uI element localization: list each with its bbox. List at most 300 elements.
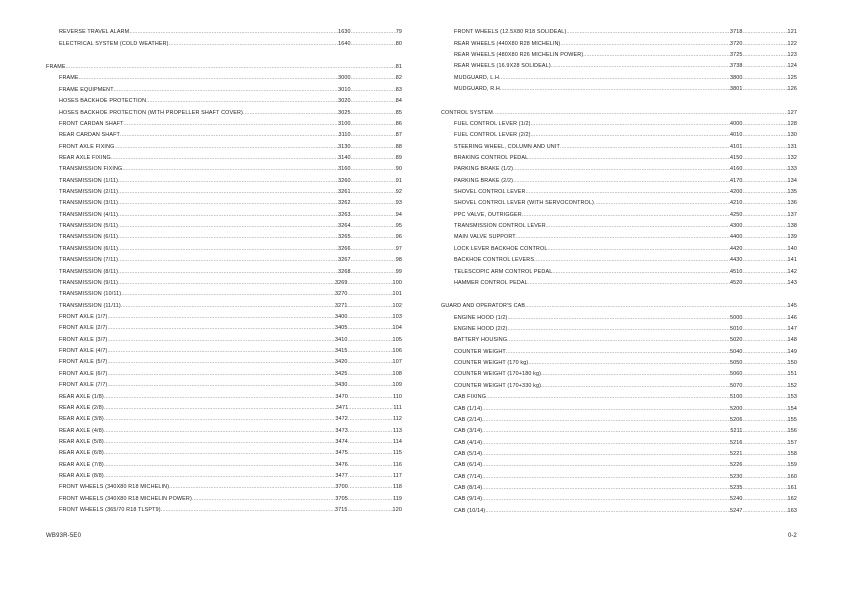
- toc-entry-row: [441, 218, 797, 229]
- toc-entry-page: 117: [392, 473, 402, 480]
- dot-leader: [743, 496, 788, 502]
- dot-leader: [743, 428, 788, 434]
- dot-leader: [348, 439, 393, 445]
- toc-entry-code: 4300: [729, 223, 743, 230]
- toc-entry-title: REAR AXLE FIXING: [59, 154, 111, 161]
- toc-entry-row: [441, 400, 797, 411]
- dot-leader: [743, 485, 788, 491]
- toc-entry-page: 81: [395, 64, 402, 71]
- toc-entry-title: CAB (7/14): [454, 473, 483, 480]
- toc-entry-title: TRANSMISSION (10/11): [59, 291, 122, 298]
- dot-leader: [743, 63, 788, 69]
- toc-entry-title: COUNTER WEIGHT (170+330 kg): [454, 382, 542, 389]
- toc-entry-title: CAB (6/14): [454, 462, 483, 469]
- dot-leader: [107, 371, 335, 377]
- toc-entry-code: 3020: [338, 98, 351, 105]
- toc-entry-title: TRANSMISSION (11/11): [59, 302, 121, 309]
- toc-entry-code: 5050: [729, 360, 743, 367]
- toc-entry-row: [46, 422, 402, 433]
- dot-leader: [121, 291, 335, 297]
- toc-entry-row: [46, 411, 402, 422]
- dot-leader: [118, 234, 338, 240]
- toc-entry-title: FRONT AXLE (4/7): [59, 348, 108, 355]
- toc-entry-row: [441, 389, 797, 400]
- toc-entry-row: [46, 275, 402, 286]
- toc-entry-row: [46, 70, 402, 81]
- dot-leader: [107, 337, 335, 343]
- toc-entry-code: 3472: [335, 416, 348, 423]
- toc-entry-page: 160: [787, 473, 797, 480]
- toc-entry-code: 3473: [335, 427, 348, 434]
- toc-entry-code: 3268: [338, 268, 351, 275]
- toc-entry-title: CAB (2/14): [454, 416, 483, 423]
- dot-leader: [486, 394, 730, 400]
- dot-leader: [351, 29, 396, 35]
- dot-leader: [146, 98, 338, 104]
- toc-entry-page: 86: [395, 120, 402, 127]
- toc-entry-row: [441, 457, 797, 468]
- dot-leader: [528, 360, 730, 366]
- toc-entry-code: 3471: [335, 404, 349, 411]
- dot-leader: [485, 508, 730, 514]
- toc-entry-row: [441, 127, 797, 138]
- toc-entry-title: TRANSMISSION (4/11): [59, 211, 119, 218]
- toc-entry-page: 108: [392, 370, 402, 377]
- toc-entry-title: STEERING WHEEL, COLUMN AND UNIT: [454, 143, 560, 150]
- dot-leader: [243, 110, 338, 116]
- toc-entry-code: 5235: [729, 485, 743, 492]
- toc-entry-code: 3725: [729, 52, 743, 59]
- toc-entry-code: 3271: [334, 302, 348, 309]
- toc-entry-title: REAR AXLE (6/8): [59, 450, 104, 457]
- dot-leader: [507, 337, 730, 343]
- dot-leader: [482, 440, 730, 446]
- toc-entry-title: SHOVEL CONTROL LEVER (WITH SERVOCONTROL): [454, 200, 594, 207]
- toc-entry-title: TRANSMISSION (6/11): [59, 245, 119, 252]
- dot-leader: [507, 315, 729, 321]
- toc-entry-page: 142: [787, 268, 797, 275]
- toc-entry-page: 87: [395, 132, 402, 139]
- toc-entry-row: [46, 297, 402, 308]
- toc-entry-page: 140: [787, 245, 797, 252]
- toc-entry-code: 3160: [338, 166, 351, 173]
- toc-entry-page: 163: [787, 507, 797, 514]
- toc-entry-row: [441, 468, 797, 479]
- dot-leader: [743, 451, 788, 457]
- dot-leader: [743, 383, 788, 389]
- toc-entry-title: TRANSMISSION (3/11): [59, 200, 119, 207]
- toc-entry-title: HOSES BACKHOE PROTECTION: [59, 98, 147, 105]
- toc-entry-code: 3425: [334, 370, 348, 377]
- toc-entry-code: 4400: [729, 234, 743, 241]
- dot-leader: [743, 200, 788, 206]
- dot-leader: [351, 121, 396, 127]
- dot-leader: [351, 98, 396, 104]
- toc-entry-page: 148: [787, 337, 797, 344]
- dot-leader: [161, 507, 335, 513]
- dot-leader: [348, 394, 393, 400]
- toc-entry-title: FRAME EQUIPMENT: [59, 86, 114, 93]
- toc-entry-row: [441, 81, 797, 92]
- toc-entry-page: 82: [395, 75, 402, 82]
- toc-entry-code: 3261: [338, 189, 351, 196]
- toc-entry-code: 3430: [334, 382, 348, 389]
- dot-leader: [551, 63, 730, 69]
- toc-entry-title: BATTERY HOUSING: [454, 337, 508, 344]
- toc-entry-title: CONTROL SYSTEM: [441, 109, 493, 116]
- toc-entry-row: [46, 309, 402, 320]
- toc-entry-row: [46, 206, 402, 217]
- toc-entry-row: [441, 332, 797, 343]
- dot-leader: [522, 212, 730, 218]
- toc-entry-code: 3400: [334, 313, 348, 320]
- toc-entry-page: 99: [395, 268, 402, 275]
- toc-entry-row: [46, 263, 402, 274]
- dot-leader: [743, 132, 788, 138]
- toc-entry-title: FRONT WHEELS (12.5X80 R18 SOLIDEAL): [454, 29, 567, 36]
- toc-entry-row: [46, 490, 402, 501]
- toc-entry-page: 98: [395, 257, 402, 264]
- toc-entry-page: 83: [395, 86, 402, 93]
- toc-entry-title: REAR WHEELS (440X80 R28 MICHELIN): [454, 40, 561, 47]
- toc-entry-code: 4170: [729, 177, 743, 184]
- toc-entry-code: 4101: [729, 143, 743, 150]
- dot-leader: [111, 155, 338, 161]
- dot-leader: [114, 87, 338, 93]
- dot-leader: [566, 29, 730, 35]
- toc-entry-page: 91: [395, 177, 402, 184]
- dot-leader: [351, 200, 396, 206]
- toc-entry-title: TELESCOPIC ARM CONTROL PEDAL: [454, 268, 553, 275]
- toc-entry-code: 3475: [335, 450, 348, 457]
- toc-entry-title: TRANSMISSION (1/11): [59, 177, 119, 184]
- footer-page-number: 0-2: [788, 533, 797, 539]
- dot-leader: [743, 212, 788, 218]
- dot-leader: [743, 417, 788, 423]
- dot-leader: [66, 64, 396, 70]
- dot-leader: [506, 349, 730, 355]
- toc-entry-code: 5221: [729, 450, 743, 457]
- toc-entry-page: 114: [392, 438, 402, 445]
- dot-leader: [743, 337, 788, 343]
- dot-leader: [107, 359, 335, 365]
- dot-leader: [104, 473, 336, 479]
- dot-leader: [351, 223, 396, 229]
- dot-leader: [348, 473, 393, 479]
- toc-entry-title: ENGINE HOOD (2/2): [454, 325, 508, 332]
- dot-leader: [561, 41, 730, 47]
- dot-leader: [351, 110, 396, 116]
- toc-entry-code: 3474: [335, 438, 348, 445]
- toc-entry-title: FUEL CONTROL LEVER (2/2): [454, 132, 531, 139]
- toc-entry-title: FRAME: [46, 64, 66, 71]
- toc-entry-code: 5100: [729, 394, 743, 401]
- dot-leader: [743, 144, 788, 150]
- toc-entry-page: 89: [395, 154, 402, 161]
- toc-entry-title: FRONT AXLE FIXING: [59, 143, 115, 150]
- toc-entry-title: ENGINE HOOD (1/2): [454, 314, 508, 321]
- toc-entry-page: 156: [787, 428, 797, 435]
- toc-entry-row: [441, 491, 797, 502]
- toc-entry-code: 3410: [334, 336, 348, 343]
- toc-entry-row: [46, 377, 402, 388]
- dot-leader: [546, 223, 730, 229]
- toc-entry-page: 92: [395, 189, 402, 196]
- toc-entry-page: 145: [787, 303, 797, 310]
- toc-entry-row: [441, 172, 797, 183]
- toc-entry-page: 102: [392, 302, 402, 309]
- toc-entry-page: 112: [392, 416, 402, 423]
- toc-entry-row: [46, 127, 402, 138]
- dot-leader: [526, 189, 730, 195]
- toc-entry-page: 146: [787, 314, 797, 321]
- toc-entry-row: [441, 502, 797, 513]
- toc-entry-code: 3263: [338, 211, 351, 218]
- toc-entry-title: REAR AXLE (5/8): [59, 438, 104, 445]
- toc-entry-code: 3262: [338, 200, 351, 207]
- toc-entry-page: 101: [392, 291, 402, 298]
- toc-entry-code: 3267: [338, 257, 351, 264]
- toc-entry-row: [46, 229, 402, 240]
- toc-entry-page: 111: [393, 404, 402, 411]
- toc-entry-row: [441, 116, 797, 127]
- dot-leader: [348, 405, 393, 411]
- toc-entry-page: 90: [395, 166, 402, 173]
- dot-leader: [743, 155, 788, 161]
- toc-entry-title: HAMMER CONTROL PEDAL: [454, 279, 528, 286]
- toc-entry-page: 118: [392, 484, 402, 491]
- dot-leader: [104, 428, 336, 434]
- toc-entry-title: FRONT AXLE (6/7): [59, 370, 108, 377]
- toc-entry-code: 3270: [334, 291, 348, 298]
- toc-entry-page: 106: [392, 348, 402, 355]
- toc-entry-title: CAB (3/14): [454, 428, 483, 435]
- toc-entry-row: [46, 240, 402, 251]
- toc-entry-code: 3718: [729, 29, 743, 36]
- toc-entry-row: [46, 104, 402, 115]
- dot-leader: [351, 87, 396, 93]
- toc-entry-row: [46, 172, 402, 183]
- toc-entry-code: 5020: [729, 337, 743, 344]
- dot-leader: [743, 371, 788, 377]
- toc-entry-row: [46, 331, 402, 342]
- toc-entry-page: 79: [395, 29, 402, 36]
- dot-leader: [541, 383, 730, 389]
- toc-entry-page: 139: [787, 234, 797, 241]
- toc-entry-row: [441, 321, 797, 332]
- toc-entry-row: [441, 229, 797, 240]
- toc-entry-title: REAR AXLE (1/8): [59, 393, 104, 400]
- dot-leader: [129, 29, 338, 35]
- toc-entry-page: 125: [787, 74, 797, 81]
- toc-entry-title: BRAKING CONTROL PEDAL: [454, 154, 529, 161]
- toc-entry-code: 4160: [729, 166, 743, 173]
- toc-entry-title: TRANSMISSION (2/11): [59, 189, 119, 196]
- toc-entry-page: 104: [392, 325, 402, 332]
- dot-leader: [169, 484, 335, 490]
- toc-entry-title: TRANSMISSION (7/11): [59, 257, 119, 264]
- dot-leader: [560, 144, 730, 150]
- toc-entry-page: 138: [787, 223, 797, 230]
- dot-leader: [351, 246, 396, 252]
- toc-entry-code: 5060: [729, 371, 743, 378]
- toc-entry-page: 95: [395, 223, 402, 230]
- toc-entry-code: 3265: [338, 234, 351, 241]
- dot-leader: [348, 496, 393, 502]
- dot-leader: [348, 450, 393, 456]
- toc-entry-page: 80: [395, 40, 402, 47]
- dot-leader: [743, 440, 788, 446]
- toc-entry-code: 5226: [729, 462, 743, 469]
- toc-entry-code: 5206: [729, 416, 743, 423]
- toc-entry-page: 149: [787, 348, 797, 355]
- toc-entry-title: CAB (10/14): [454, 507, 486, 514]
- dot-leader: [104, 416, 336, 422]
- dot-leader: [516, 234, 730, 240]
- dot-leader: [351, 75, 396, 81]
- dot-leader: [169, 41, 338, 47]
- dot-leader: [743, 326, 788, 332]
- toc-entry-title: TRANSMISSION CONTROL LEVER: [454, 223, 546, 230]
- dot-leader: [583, 52, 730, 58]
- toc-entry-code: 3477: [335, 473, 348, 480]
- dot-leader: [118, 178, 338, 184]
- dot-leader: [743, 257, 788, 263]
- dot-leader: [348, 507, 393, 513]
- toc-section-row: [46, 59, 402, 70]
- toc-entry-row: [441, 309, 797, 320]
- toc-entry-row: [46, 138, 402, 149]
- toc-entry-title: CAB (1/14): [454, 405, 483, 412]
- dot-leader: [114, 144, 338, 150]
- toc-entry-title: CAB FIXING: [454, 394, 487, 401]
- toc-entry-title: CAB (8/14): [454, 485, 483, 492]
- toc-entry-title: REAR WHEELS (16.9X28 SOLIDEAL): [454, 63, 551, 70]
- toc-entry-title: FRAME: [59, 75, 79, 82]
- toc-entry-row: [46, 502, 402, 513]
- toc-entry-title: COUNTER WEIGHT (170 kg): [454, 360, 529, 367]
- dot-leader: [351, 155, 396, 161]
- dot-leader: [743, 508, 788, 514]
- toc-entry-title: FRONT AXLE (1/7): [59, 313, 108, 320]
- toc-entry-title: TRANSMISSION (9/11): [59, 279, 119, 286]
- toc-entry-row: [46, 479, 402, 490]
- toc-entry-row: [46, 365, 402, 376]
- toc-entry-title: SHOVEL CONTROL LEVER: [454, 189, 526, 196]
- toc-entry-title: TRANSMISSION (8/11): [59, 268, 119, 275]
- toc-entry-row: [46, 456, 402, 467]
- toc-entry-title: FRONT AXLE (3/7): [59, 336, 108, 343]
- toc-entry-row: [441, 480, 797, 491]
- toc-entry-page: 105: [392, 336, 402, 343]
- dot-leader: [348, 337, 393, 343]
- toc-entry-page: 134: [787, 177, 797, 184]
- dot-leader: [552, 269, 730, 275]
- toc-entry-code: 3476: [335, 461, 348, 468]
- toc-entry-page: 150: [787, 360, 797, 367]
- dot-leader: [541, 371, 730, 377]
- dot-leader: [348, 348, 393, 354]
- toc-entry-page: 135: [787, 189, 797, 196]
- toc-entry-row: [46, 150, 402, 161]
- toc-entry-title: REAR AXLE (2/8): [59, 404, 104, 411]
- toc-entry-code: 3700: [335, 484, 348, 491]
- dot-leader: [594, 200, 730, 206]
- dot-leader: [348, 428, 393, 434]
- toc-entry-title: COUNTER WEIGHT (170+180 kg): [454, 371, 542, 378]
- dot-leader: [513, 166, 730, 172]
- dot-leader: [351, 41, 396, 47]
- toc-entry-code: 3715: [334, 507, 348, 514]
- toc-entry-code: 3800: [729, 74, 743, 81]
- toc-entry-title: TRANSMISSION (5/11): [59, 223, 119, 230]
- toc-entry-code: 5211: [730, 428, 743, 435]
- dot-leader: [507, 326, 729, 332]
- dot-leader: [118, 246, 338, 252]
- toc-entry-code: 3010: [338, 86, 351, 93]
- dot-leader: [743, 41, 788, 47]
- toc-entry-title: MAIN VALVE SUPPORT: [454, 234, 516, 241]
- toc-right-column: [441, 24, 797, 514]
- dot-leader: [743, 86, 788, 92]
- toc-entry-code: 3420: [334, 359, 348, 366]
- toc-entry-page: 126: [787, 86, 797, 93]
- toc-entry-code: 4520: [729, 279, 743, 286]
- dot-leader: [118, 200, 338, 206]
- dot-leader: [351, 212, 396, 218]
- dot-leader: [482, 451, 730, 457]
- toc-entry-code: 3269: [334, 279, 348, 286]
- toc-entry-code: 5240: [729, 496, 743, 503]
- toc-entry-page: 124: [787, 63, 797, 70]
- dot-leader: [104, 450, 336, 456]
- toc-entry-title: CAB (9/14): [454, 496, 483, 503]
- dot-leader: [348, 462, 393, 468]
- dot-leader: [107, 382, 335, 388]
- toc-entry-row: [441, 377, 797, 388]
- toc-entry-title: FRONT WHEELS (340X80 R18 MICHELIN POWER): [59, 495, 192, 502]
- dot-leader: [502, 86, 730, 92]
- toc-entry-row: [441, 47, 797, 58]
- toc-entry-code: 3738: [729, 63, 743, 70]
- toc-entry-code: 3264: [338, 223, 351, 230]
- dot-leader: [351, 269, 396, 275]
- toc-entry-row: [46, 286, 402, 297]
- toc-entry-title: REAR AXLE (4/8): [59, 427, 104, 434]
- toc-entry-row: [46, 252, 402, 263]
- toc-entry-row: [46, 195, 402, 206]
- toc-entry-row: [441, 355, 797, 366]
- toc-entry-title: TRANSMISSION (6/11): [59, 234, 119, 241]
- footer-doc-code: WB93R-5E0: [46, 533, 82, 539]
- dot-leader: [743, 52, 788, 58]
- toc-entry-code: 1640: [338, 40, 351, 47]
- toc-entry-page: 122: [787, 40, 797, 47]
- toc-entry-page: 128: [787, 120, 797, 127]
- toc-entry-row: [46, 116, 402, 127]
- toc-entry-page: 88: [395, 143, 402, 150]
- dot-leader: [743, 462, 788, 468]
- toc-entry-code: 5000: [729, 314, 743, 321]
- toc-entry-code: 3000: [338, 75, 351, 82]
- toc-entry-title: REAR AXLE (3/8): [59, 416, 104, 423]
- dot-leader: [348, 291, 393, 297]
- dot-leader: [743, 360, 788, 366]
- dot-leader: [482, 428, 730, 434]
- toc-entry-page: 113: [392, 427, 402, 434]
- toc-entry-page: 127: [787, 109, 797, 116]
- toc-entry-row: [441, 161, 797, 172]
